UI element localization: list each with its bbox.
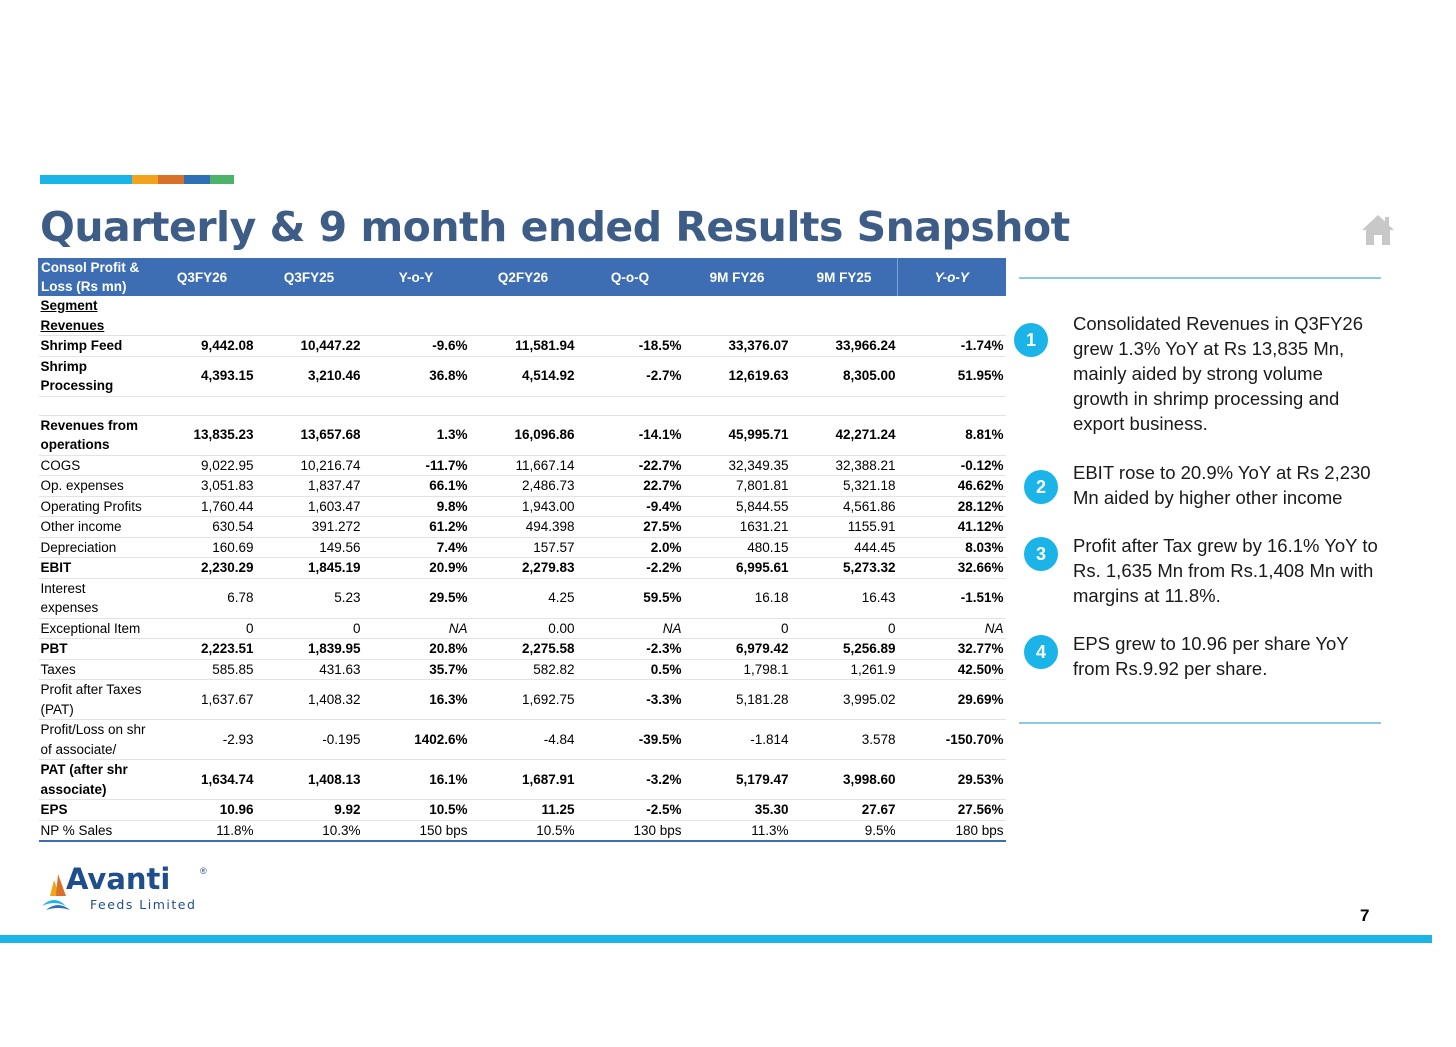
table-cell: 32,388.21 xyxy=(791,455,898,476)
table-cell: 5,181.28 xyxy=(684,680,791,720)
column-header: Q3FY26 xyxy=(149,258,256,296)
table-cell: 2,486.73 xyxy=(470,476,577,497)
table-cell xyxy=(256,396,363,415)
table-cell: 630.54 xyxy=(149,517,256,538)
table-row xyxy=(39,618,1006,639)
footer-bar xyxy=(0,935,1432,943)
table-cell: 10,447.22 xyxy=(256,336,363,357)
table-cell: 32.77% xyxy=(898,639,1006,660)
results-table xyxy=(38,258,1006,842)
table-cell: 33,966.24 xyxy=(791,336,898,357)
table-cell: 16.43 xyxy=(791,578,898,618)
table-cell: 7,801.81 xyxy=(684,476,791,497)
table-cell: 16.18 xyxy=(684,578,791,618)
column-header: 9M FY26 xyxy=(684,258,791,296)
highlight-text: Profit after Tax grew by 16.1% YoY to Rs. 1,635 Mn from Rs.1,408 Mn with margins at 11.8%. xyxy=(1073,535,1378,606)
table-cell: 5.23 xyxy=(256,578,363,618)
accent-bar-segment xyxy=(132,175,158,184)
table-cell: 8.81% xyxy=(898,415,1006,455)
table-cell: 10.3% xyxy=(256,820,363,841)
table-cell: 4,393.15 xyxy=(149,356,256,396)
highlight-text: EBIT rose to 20.9% YoY at Rs 2,230 Mn aided by higher other income xyxy=(1073,462,1371,508)
table-cell xyxy=(256,296,363,336)
table-cell: 9.92 xyxy=(256,800,363,821)
table-cell: 1,837.47 xyxy=(256,476,363,497)
table-cell: -2.93 xyxy=(149,720,256,760)
accent-bar-segment xyxy=(210,175,234,184)
column-header: 9M FY25 xyxy=(791,258,898,296)
table-cell: 0 xyxy=(791,618,898,639)
table-cell: 20.8% xyxy=(363,639,470,660)
table-cell: 2.0% xyxy=(577,537,684,558)
table-cell: 10,216.74 xyxy=(256,455,363,476)
table-cell: -11.7% xyxy=(363,455,470,476)
table-cell: 480.15 xyxy=(684,537,791,558)
table-row xyxy=(39,455,1006,476)
table-cell: -0.12% xyxy=(898,455,1006,476)
accent-bar-segment xyxy=(40,175,132,184)
row-label: EPS xyxy=(39,800,149,821)
table-row xyxy=(39,720,1006,760)
table-cell: 42,271.24 xyxy=(791,415,898,455)
table-cell: -39.5% xyxy=(577,720,684,760)
table-body xyxy=(39,296,1006,841)
highlight-number-badge: 3 xyxy=(1024,537,1058,571)
table-cell: 494.398 xyxy=(470,517,577,538)
table-cell: 149.56 xyxy=(256,537,363,558)
table-cell xyxy=(684,396,791,415)
table-cell: 32.66% xyxy=(898,558,1006,579)
table-cell xyxy=(149,296,256,336)
table-cell: 20.9% xyxy=(363,558,470,579)
table-cell: 9,442.08 xyxy=(149,336,256,357)
table-cell: -2.3% xyxy=(577,639,684,660)
table-cell: 1,261.9 xyxy=(791,659,898,680)
row-label: Shrimp Processing xyxy=(39,356,149,396)
table-cell: 22.7% xyxy=(577,476,684,497)
table-cell: -22.7% xyxy=(577,455,684,476)
table-cell: 0.00 xyxy=(470,618,577,639)
table-cell: 1,760.44 xyxy=(149,496,256,517)
accent-bar-segment xyxy=(184,175,210,184)
table-cell xyxy=(470,396,577,415)
row-label: Segment Revenues xyxy=(39,296,149,336)
logo-subtitle: Feeds Limited xyxy=(90,897,197,912)
table-cell: 391.272 xyxy=(256,517,363,538)
table-cell xyxy=(898,396,1006,415)
table-cell: 1,408.32 xyxy=(256,680,363,720)
table-cell: 9.5% xyxy=(791,820,898,841)
table-cell: 29.69% xyxy=(898,680,1006,720)
table-cell: 46.62% xyxy=(898,476,1006,497)
table-cell xyxy=(791,296,898,336)
table-cell: 6,995.61 xyxy=(684,558,791,579)
table-cell: 11.3% xyxy=(684,820,791,841)
table-cell: 27.5% xyxy=(577,517,684,538)
table-cell: NA xyxy=(898,618,1006,639)
table-cell: 35.30 xyxy=(684,800,791,821)
highlight-number-badge: 4 xyxy=(1024,635,1058,669)
table-cell: -1.51% xyxy=(898,578,1006,618)
table-cell: 130 bps xyxy=(577,820,684,841)
table-cell: 5,321.18 xyxy=(791,476,898,497)
table-cell: 29.53% xyxy=(898,760,1006,800)
table-cell: 1,408.13 xyxy=(256,760,363,800)
logo-name: Avanti xyxy=(66,862,171,896)
table-cell: 12,619.63 xyxy=(684,356,791,396)
highlight-text: EPS grew to 10.96 per share YoY from Rs.9.92 per share. xyxy=(1073,633,1349,679)
divider-top xyxy=(1019,277,1381,279)
row-label: Revenues from operations xyxy=(39,415,149,455)
table-cell: 444.45 xyxy=(791,537,898,558)
highlight-number-badge: 1 xyxy=(1014,323,1048,357)
table-cell: 1,637.67 xyxy=(149,680,256,720)
row-label: Depreciation xyxy=(39,537,149,558)
row-label: NP % Sales xyxy=(39,820,149,841)
table-cell: -3.3% xyxy=(577,680,684,720)
table-cell: 59.5% xyxy=(577,578,684,618)
table-cell: -4.84 xyxy=(470,720,577,760)
table-cell: 16.1% xyxy=(363,760,470,800)
row-label: Other income xyxy=(39,517,149,538)
row-label: Operating Profits xyxy=(39,496,149,517)
table-row xyxy=(39,578,1006,618)
table-cell: 16,096.86 xyxy=(470,415,577,455)
row-label: EBIT xyxy=(39,558,149,579)
logo-registered-mark: ® xyxy=(200,866,207,876)
table-cell: 3,210.46 xyxy=(256,356,363,396)
column-header: Y-o-Y xyxy=(898,258,1006,296)
table-cell: 6.78 xyxy=(149,578,256,618)
table-cell: 27.67 xyxy=(791,800,898,821)
table-cell: 1,634.74 xyxy=(149,760,256,800)
table-cell: 3.578 xyxy=(791,720,898,760)
table-cell: 7.4% xyxy=(363,537,470,558)
table-cell: 0 xyxy=(684,618,791,639)
table-cell: 11,667.14 xyxy=(470,455,577,476)
table-cell: 35.7% xyxy=(363,659,470,680)
table-cell: 42.50% xyxy=(898,659,1006,680)
column-header: Consol Profit & Loss (Rs mn) xyxy=(39,258,149,296)
table-cell: NA xyxy=(363,618,470,639)
table-cell: 8.03% xyxy=(898,537,1006,558)
row-label xyxy=(39,396,149,415)
table-cell xyxy=(149,396,256,415)
table-cell: -2.5% xyxy=(577,800,684,821)
table-cell: 4,561.86 xyxy=(791,496,898,517)
column-header: Q3FY25 xyxy=(256,258,363,296)
row-label: PAT (after shr associate) xyxy=(39,760,149,800)
table-cell: 2,223.51 xyxy=(149,639,256,660)
table-cell: 28.12% xyxy=(898,496,1006,517)
table-cell: 32,349.35 xyxy=(684,455,791,476)
column-header: Q-o-Q xyxy=(577,258,684,296)
table-cell: 10.5% xyxy=(470,820,577,841)
table-cell: 1,798.1 xyxy=(684,659,791,680)
table-cell: 27.56% xyxy=(898,800,1006,821)
table-cell: -1.74% xyxy=(898,336,1006,357)
table-cell: 4.25 xyxy=(470,578,577,618)
table-row xyxy=(39,639,1006,660)
table-row xyxy=(39,296,1006,336)
row-label: Taxes xyxy=(39,659,149,680)
table-cell: 1631.21 xyxy=(684,517,791,538)
table-cell: 0 xyxy=(256,618,363,639)
table-cell: 150 bps xyxy=(363,820,470,841)
table-cell xyxy=(791,396,898,415)
table-cell xyxy=(470,296,577,336)
row-label: Profit/Loss on shr of associate/ xyxy=(39,720,149,760)
row-label: Op. expenses xyxy=(39,476,149,497)
table-cell: 29.5% xyxy=(363,578,470,618)
table-cell: 66.1% xyxy=(363,476,470,497)
table-cell: 16.3% xyxy=(363,680,470,720)
table-row xyxy=(39,558,1006,579)
table-cell: 160.69 xyxy=(149,537,256,558)
divider-bottom xyxy=(1019,722,1381,724)
table-cell xyxy=(577,396,684,415)
table-cell: -9.6% xyxy=(363,336,470,357)
table-cell: 6,979.42 xyxy=(684,639,791,660)
table-cell: 0.5% xyxy=(577,659,684,680)
row-label: COGS xyxy=(39,455,149,476)
table-cell: 33,376.07 xyxy=(684,336,791,357)
table-cell: 157.57 xyxy=(470,537,577,558)
table-row xyxy=(39,496,1006,517)
table-cell: 3,995.02 xyxy=(791,680,898,720)
table-cell: 180 bps xyxy=(898,820,1006,841)
home-icon[interactable] xyxy=(1360,212,1396,248)
table-cell: 2,279.83 xyxy=(470,558,577,579)
table-cell: -2.7% xyxy=(577,356,684,396)
table-cell: 11,581.94 xyxy=(470,336,577,357)
table-cell: 61.2% xyxy=(363,517,470,538)
table-cell: 1.3% xyxy=(363,415,470,455)
table-cell: -2.2% xyxy=(577,558,684,579)
table-cell: 1155.91 xyxy=(791,517,898,538)
table-cell: 5,179.47 xyxy=(684,760,791,800)
table-cell: 2,230.29 xyxy=(149,558,256,579)
table-cell: 585.85 xyxy=(149,659,256,680)
table-cell: 9.8% xyxy=(363,496,470,517)
table-cell: 1402.6% xyxy=(363,720,470,760)
table-row xyxy=(39,537,1006,558)
table-cell: 5,273.32 xyxy=(791,558,898,579)
table-cell xyxy=(577,296,684,336)
table-cell: 11.25 xyxy=(470,800,577,821)
table-row xyxy=(39,396,1006,415)
table-cell: 5,256.89 xyxy=(791,639,898,660)
table-cell: 41.12% xyxy=(898,517,1006,538)
table-row xyxy=(39,356,1006,396)
accent-bar xyxy=(40,175,234,184)
table-cell: 582.82 xyxy=(470,659,577,680)
table-row xyxy=(39,659,1006,680)
table-cell xyxy=(898,296,1006,336)
accent-bar-segment xyxy=(158,175,184,184)
table-cell xyxy=(363,296,470,336)
table-cell: 1,845.19 xyxy=(256,558,363,579)
row-label: Interest expenses xyxy=(39,578,149,618)
table-cell: 51.95% xyxy=(898,356,1006,396)
table-row xyxy=(39,336,1006,357)
table-cell: 5,844.55 xyxy=(684,496,791,517)
table-cell: 3,051.83 xyxy=(149,476,256,497)
row-label: PBT xyxy=(39,639,149,660)
table-cell: 36.8% xyxy=(363,356,470,396)
table-row xyxy=(39,820,1006,841)
row-label: Profit after Taxes (PAT) xyxy=(39,680,149,720)
table-cell: 8,305.00 xyxy=(791,356,898,396)
table-cell: -1.814 xyxy=(684,720,791,760)
table-cell: 10.5% xyxy=(363,800,470,821)
table-cell: -14.1% xyxy=(577,415,684,455)
table-row xyxy=(39,415,1006,455)
table-cell xyxy=(684,296,791,336)
table-cell: 1,687.91 xyxy=(470,760,577,800)
table-cell: 431.63 xyxy=(256,659,363,680)
table-cell: -18.5% xyxy=(577,336,684,357)
table-cell: 11.8% xyxy=(149,820,256,841)
table-cell: 1,839.95 xyxy=(256,639,363,660)
table-cell: -0.195 xyxy=(256,720,363,760)
table-cell: -150.70% xyxy=(898,720,1006,760)
table-cell: 1,692.75 xyxy=(470,680,577,720)
row-label: Shrimp Feed xyxy=(39,336,149,357)
table-row xyxy=(39,800,1006,821)
table-cell: 2,275.58 xyxy=(470,639,577,660)
table-row xyxy=(39,680,1006,720)
table-cell: 45,995.71 xyxy=(684,415,791,455)
table-row xyxy=(39,476,1006,497)
table-cell: 4,514.92 xyxy=(470,356,577,396)
page-number: 7 xyxy=(1360,906,1370,925)
table-cell: 0 xyxy=(149,618,256,639)
table-row xyxy=(39,517,1006,538)
table-cell: 10.96 xyxy=(149,800,256,821)
table-cell: 1,943.00 xyxy=(470,496,577,517)
page-title: Quarterly & 9 month ended Results Snapshot xyxy=(40,203,1070,251)
table-cell xyxy=(363,396,470,415)
table-cell: -3.2% xyxy=(577,760,684,800)
column-header: Q2FY26 xyxy=(470,258,577,296)
table-cell: 13,835.23 xyxy=(149,415,256,455)
table-cell: -9.4% xyxy=(577,496,684,517)
highlight-text: Consolidated Revenues in Q3FY26 grew 1.3% YoY at Rs 13,835 Mn, mainly aided by strong volume growth in shrimp processing and export business. xyxy=(1073,313,1364,434)
table-cell: 1,603.47 xyxy=(256,496,363,517)
highlight-number-badge: 2 xyxy=(1024,470,1058,504)
column-header: Y-o-Y xyxy=(363,258,470,296)
table-cell: 13,657.68 xyxy=(256,415,363,455)
row-label: Exceptional Item xyxy=(39,618,149,639)
table-header-row xyxy=(39,258,1006,296)
table-row xyxy=(39,760,1006,800)
table-cell: 9,022.95 xyxy=(149,455,256,476)
table-cell: 3,998.60 xyxy=(791,760,898,800)
table-cell: NA xyxy=(577,618,684,639)
